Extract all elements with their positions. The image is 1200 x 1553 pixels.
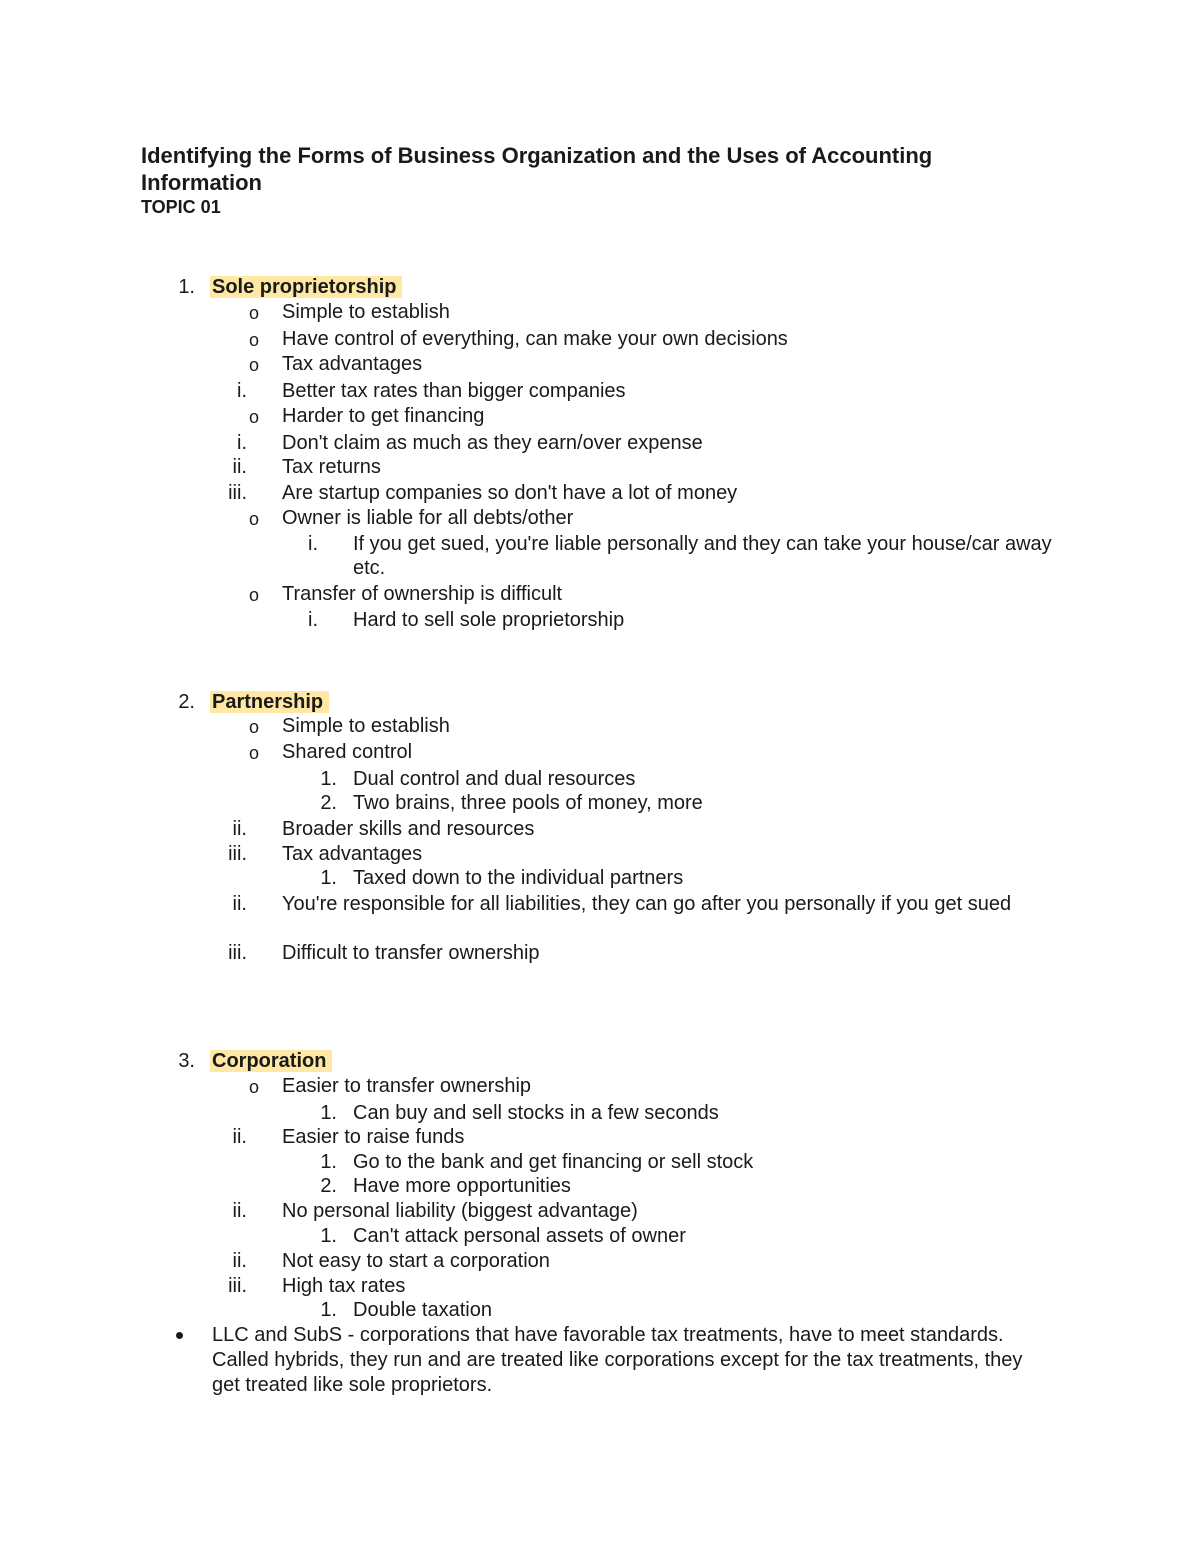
list-marker: 1. (320, 1102, 337, 1124)
section-number: 1. (178, 276, 195, 298)
list-marker: iii. (228, 942, 247, 964)
list-marker: 1. (320, 1299, 337, 1321)
list-item: Have more opportunities (353, 1175, 571, 1197)
list-item: Shared control (282, 741, 413, 763)
section-number: 2. (178, 691, 195, 713)
list-item: Simple to establish (282, 715, 450, 737)
list-item: Transfer of ownership is difficult (282, 583, 563, 605)
o-bullet: o (249, 355, 260, 375)
list-marker: iii. (228, 1275, 247, 1297)
list-item: Are startup companies so don't have a lot of money (282, 482, 738, 504)
section-heading: Sole proprietorship (210, 276, 402, 298)
list-item: No personal liability (biggest advantage) (282, 1200, 638, 1222)
o-bullet: o (249, 743, 260, 763)
o-bullet: o (249, 303, 260, 323)
o-bullet: o (249, 585, 260, 605)
list-item: Can't attack personal assets of owner (353, 1225, 686, 1247)
list-marker: 2. (320, 792, 337, 814)
list-marker: ii. (232, 818, 247, 840)
list-item: Tax advantages (282, 843, 423, 865)
list-item: Have control of everything, can make your own decisions (282, 328, 788, 350)
list-item: Double taxation (353, 1299, 492, 1321)
list-marker: ii. (232, 1200, 247, 1222)
list-item: Tax advantages (282, 353, 423, 375)
list-item: Harder to get financing (282, 405, 485, 427)
list-marker: 1. (320, 867, 337, 889)
o-bullet: o (249, 717, 260, 737)
list-marker: i. (308, 609, 318, 631)
list-item: Two brains, three pools of money, more (353, 792, 703, 814)
list-marker: 1. (320, 768, 337, 790)
section-heading: Corporation (210, 1050, 332, 1072)
list-item: You're responsible for all liabilities, they can go after you personally if you get sued (282, 893, 1012, 915)
list-item: Difficult to transfer ownership (282, 942, 540, 964)
bullet-dot-icon (176, 1332, 183, 1339)
list-item: Better tax rates than bigger companies (282, 380, 626, 402)
o-bullet: o (249, 330, 260, 350)
list-item: Easier to transfer ownership (282, 1075, 532, 1097)
o-bullet: o (249, 509, 260, 529)
list-item: Simple to establish (282, 301, 450, 323)
list-marker: ii. (232, 1250, 247, 1272)
list-item: Go to the bank and get financing or sell stock (353, 1151, 754, 1173)
list-marker: 1. (320, 1225, 337, 1247)
list-item: High tax rates (282, 1275, 406, 1297)
o-bullet: o (249, 407, 260, 427)
list-marker: ii. (232, 893, 247, 915)
list-item: Don't claim as much as they earn/over expense (282, 432, 703, 454)
list-item: Not easy to start a corporation (282, 1250, 550, 1272)
section-number: 3. (178, 1050, 195, 1072)
note-text: LLC and SubS - corporations that have favorable tax treatments, have to meet standards. Called hybrids, they run and are treated like corporations except for the tax treatments, they get treated like sole proprietors. (212, 1324, 1023, 1396)
list-item: Taxed down to the individual partners (353, 867, 684, 889)
list-marker: i. (237, 380, 247, 402)
list-item: Hard to sell sole proprietorship (353, 609, 625, 631)
topic-label: TOPIC 01 (141, 197, 221, 217)
o-bullet: o (249, 1077, 260, 1097)
list-marker: i. (237, 432, 247, 454)
list-marker: i. (308, 533, 318, 555)
list-item: Can buy and sell stocks in a few seconds (353, 1102, 719, 1124)
list-item: Dual control and dual resources (353, 768, 636, 790)
list-marker: iii. (228, 843, 247, 865)
list-marker: ii. (232, 1126, 247, 1148)
list-item: Tax returns (282, 456, 381, 478)
list-marker: iii. (228, 482, 247, 504)
list-item: Broader skills and resources (282, 818, 535, 840)
list-marker: ii. (232, 456, 247, 478)
list-marker: 1. (320, 1151, 337, 1173)
document-title: Identifying the Forms of Business Organization and the Uses of Accounting Information (141, 143, 933, 195)
section-heading: Partnership (210, 691, 329, 713)
list-marker: 2. (320, 1175, 337, 1197)
list-item: If you get sued, you're liable personally and they can take your house/car away etc. (353, 533, 1052, 579)
list-item: Easier to raise funds (282, 1126, 465, 1148)
list-item: Owner is liable for all debts/other (282, 507, 574, 529)
